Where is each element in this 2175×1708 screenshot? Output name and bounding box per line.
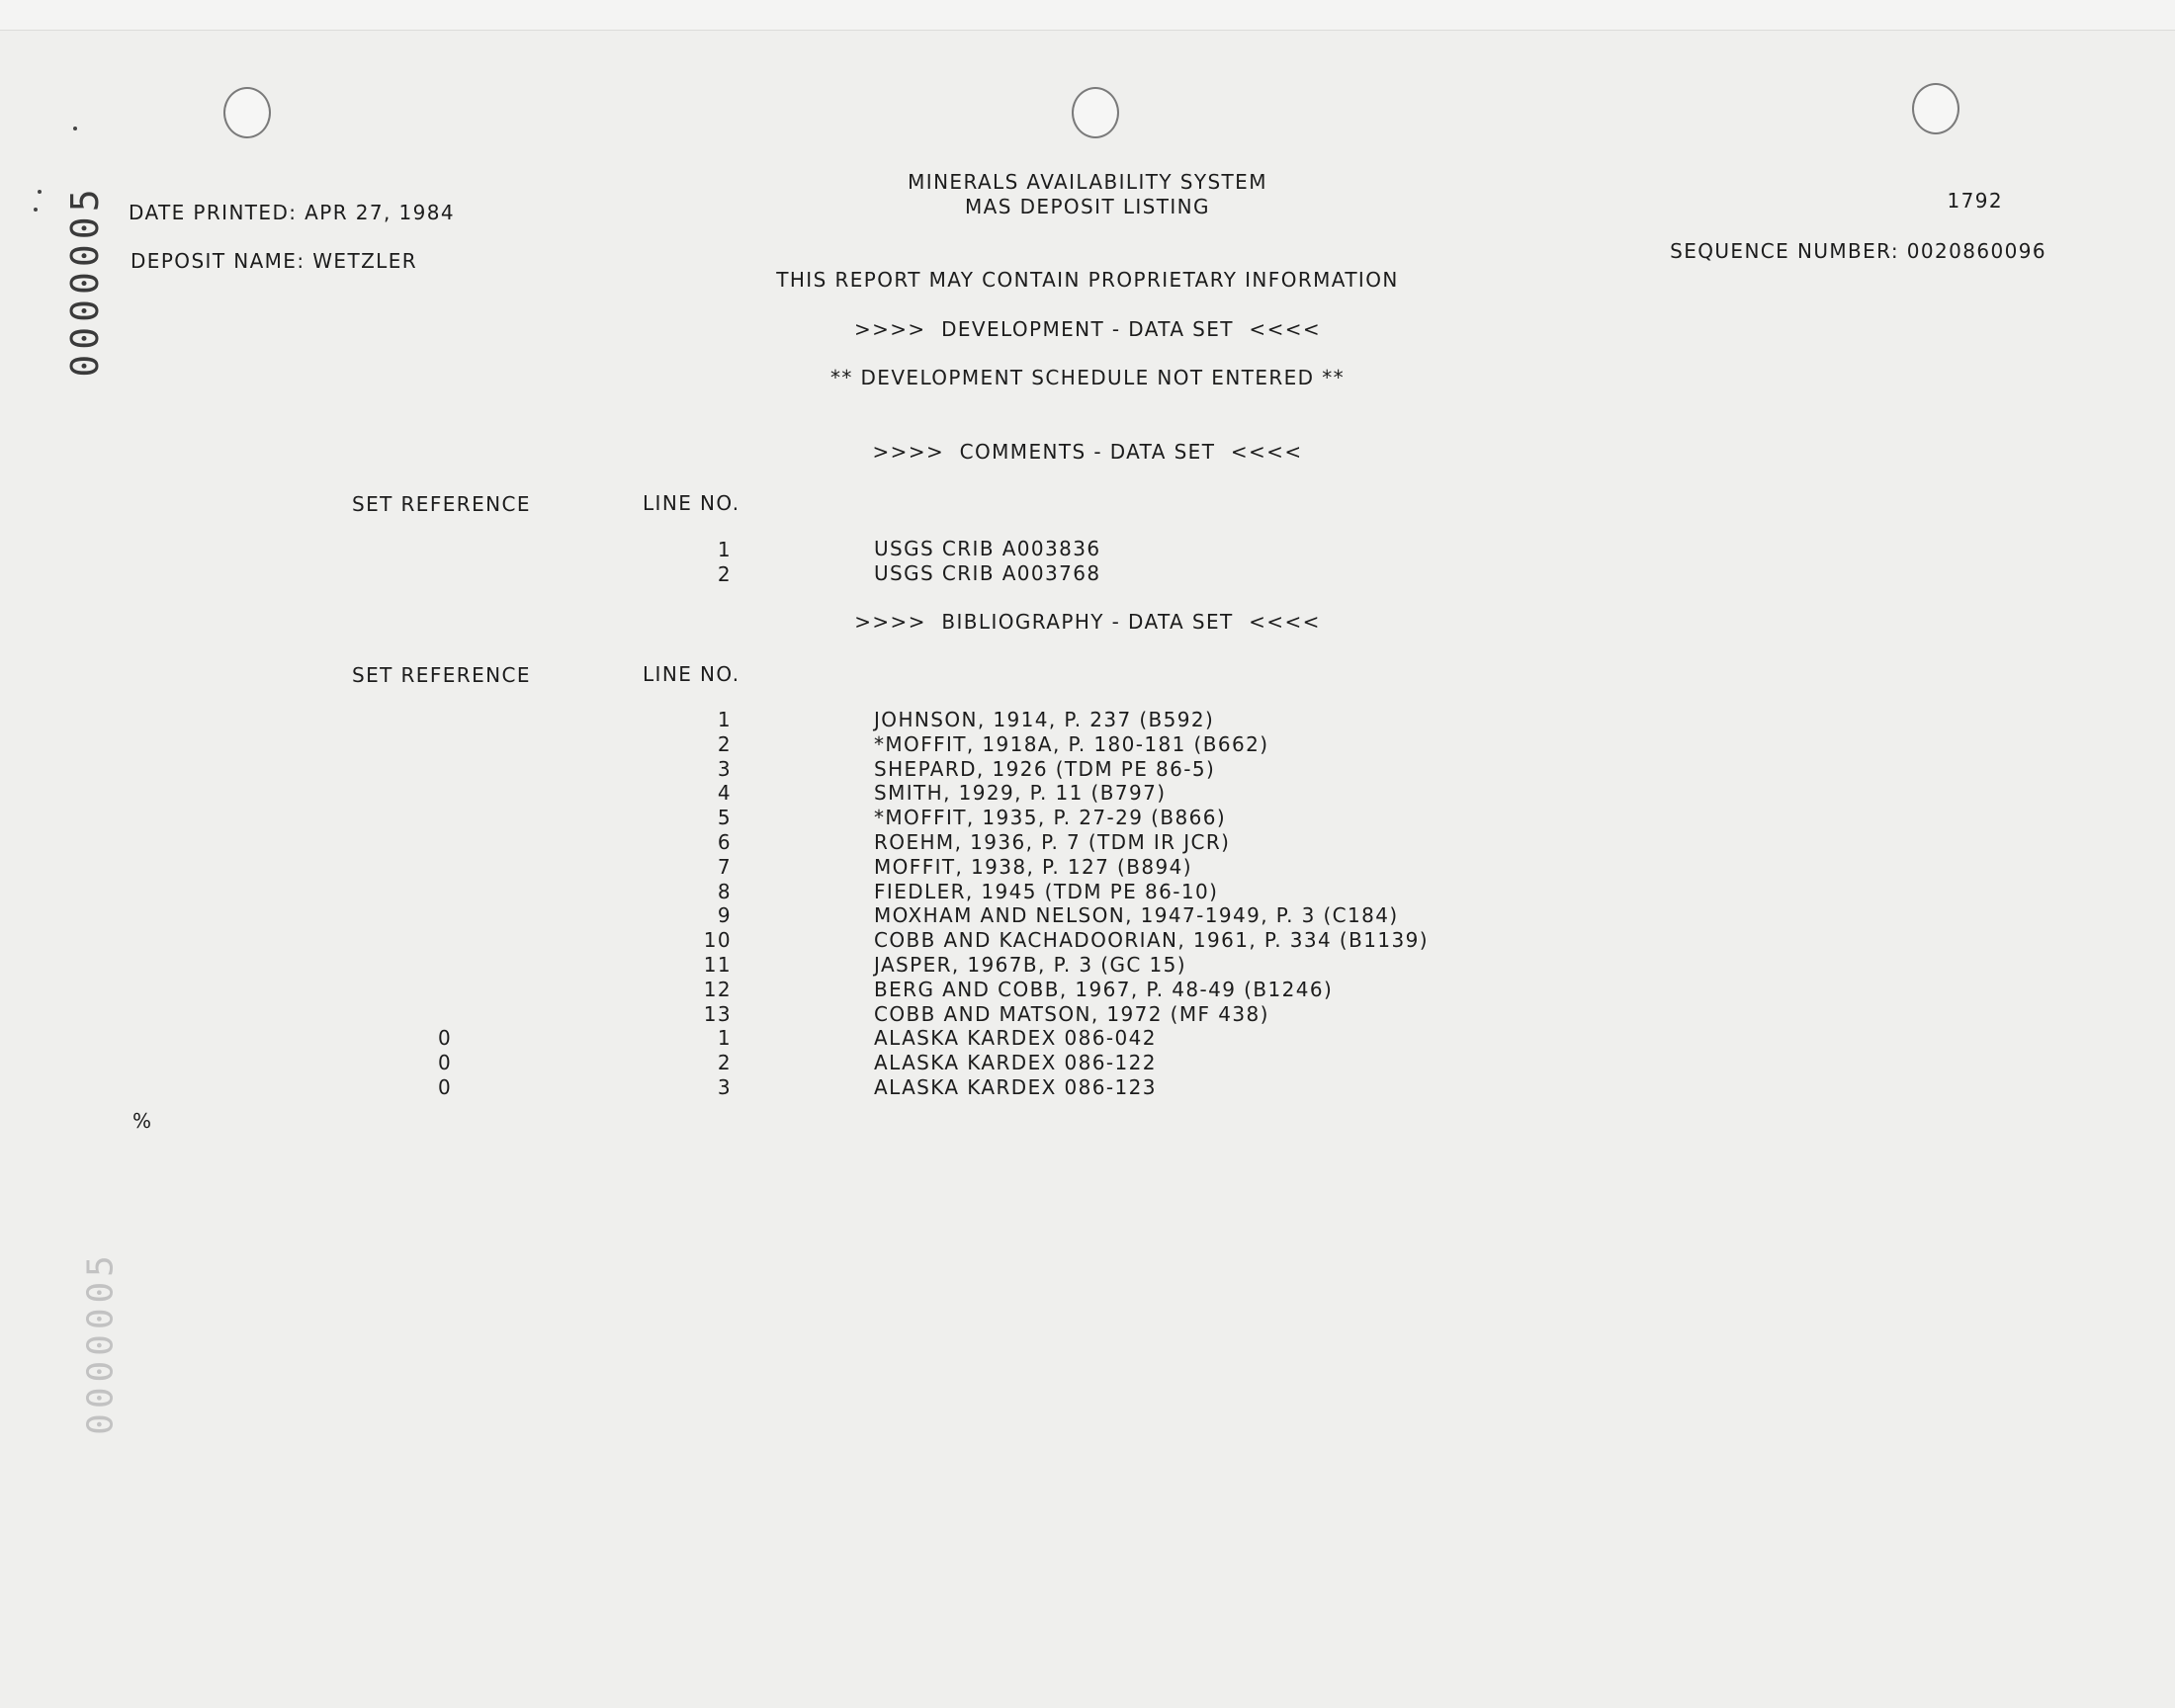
- bibliography-set-reference: 0: [437, 1075, 453, 1099]
- bibliography-reference-text: ALASKA KARDEX 086-042: [874, 1026, 1157, 1050]
- bibliography-row: [0, 953, 2175, 978]
- bibliography-row: [0, 880, 2175, 904]
- bibliography-row: [0, 928, 2175, 953]
- bibliography-line-number: 2: [717, 1051, 732, 1074]
- deposit-name: DEPOSIT NAME: WETZLER: [130, 249, 418, 273]
- bibliography-line-number: 7: [717, 855, 732, 879]
- bibliography-row: [0, 732, 2175, 757]
- bibliography-reference-text: SMITH, 1929, P. 11 (B797): [874, 781, 1167, 805]
- bibliography-row: [0, 806, 2175, 830]
- scan-top-edge: [0, 0, 2175, 31]
- bibliography-line-number: 5: [717, 806, 732, 829]
- bibliography-section-title: >>>> BIBLIOGRAPHY - DATA SET <<<<: [854, 610, 1321, 634]
- bibliography-reference-text: ROEHM, 1936, P. 7 (TDM IR JCR): [874, 830, 1231, 854]
- bibliography-row: [0, 1051, 2175, 1075]
- comment-text: USGS CRIB A003836: [874, 537, 1101, 560]
- bibliography-reference-text: BERG AND COBB, 1967, P. 48-49 (B1246): [874, 978, 1334, 1001]
- bibliography-reference-text: ALASKA KARDEX 086-123: [874, 1075, 1157, 1099]
- bibliography-reference-text: JOHNSON, 1914, P. 237 (B592): [874, 708, 1215, 731]
- scan-speck: [34, 208, 38, 212]
- sequence-number: SEQUENCE NUMBER: 0020860096: [1670, 239, 2046, 263]
- bibliography-row: [0, 757, 2175, 782]
- bibliography-row: [0, 978, 2175, 1002]
- bibliography-reference-text: MOXHAM AND NELSON, 1947-1949, P. 3 (C184): [874, 903, 1399, 927]
- bibliography-line-number: 1: [717, 1026, 732, 1050]
- scan-speck: [73, 127, 77, 130]
- bibliography-line-number: 11: [703, 953, 732, 977]
- bibliography-reference-text: *MOFFIT, 1918A, P. 180-181 (B662): [874, 732, 1269, 756]
- bibliography-set-reference: 0: [437, 1026, 453, 1050]
- bibliography-reference-text: SHEPARD, 1926 (TDM PE 86-5): [874, 757, 1216, 781]
- date-printed: DATE PRINTED: APR 27, 1984: [129, 201, 456, 224]
- bibliography-line-number: 3: [717, 1075, 732, 1099]
- comment-line-number: 1: [717, 538, 732, 561]
- microfilm-frame-code: 0000005: [63, 184, 107, 378]
- bibliography-col-set-reference: SET REFERENCE: [352, 663, 531, 687]
- comments-col-line-no: LINE NO.: [643, 491, 740, 515]
- bibliography-row: [0, 781, 2175, 806]
- bibliography-reference-text: *MOFFIT, 1935, P. 27-29 (B866): [874, 806, 1227, 829]
- footer-mark: %: [132, 1109, 153, 1133]
- bibliography-row: [0, 1026, 2175, 1051]
- bibliography-line-number: 2: [717, 732, 732, 756]
- bibliography-line-number: 10: [703, 928, 732, 952]
- bibliography-reference-text: FIEDLER, 1945 (TDM PE 86-10): [874, 880, 1219, 903]
- bibliography-line-number: 12: [703, 978, 732, 1001]
- punch-hole-right: [1912, 83, 1959, 134]
- bibliography-set-reference: 0: [437, 1051, 453, 1074]
- proprietary-notice: THIS REPORT MAY CONTAIN PROPRIETARY INFORMATION: [776, 268, 1399, 292]
- bibliography-line-number: 1: [717, 708, 732, 731]
- punch-hole-center: [1072, 87, 1119, 138]
- bibliography-line-number: 6: [717, 830, 732, 854]
- bibliography-line-number: 3: [717, 757, 732, 781]
- comment-text: USGS CRIB A003768: [874, 561, 1101, 585]
- system-title: MINERALS AVAILABILITY SYSTEM: [908, 170, 1267, 194]
- bibliography-line-number: 8: [717, 880, 732, 903]
- bibliography-line-number: 4: [717, 781, 732, 805]
- punch-hole-left: [223, 87, 271, 138]
- listing-title: MAS DEPOSIT LISTING: [965, 195, 1210, 218]
- scan-speck: [38, 190, 42, 194]
- bibliography-row: [0, 903, 2175, 928]
- bibliography-reference-text: ALASKA KARDEX 086-122: [874, 1051, 1157, 1074]
- page-number: 1792: [1947, 189, 2003, 213]
- bibliography-line-number: 13: [703, 1002, 732, 1026]
- bibliography-line-number: 9: [717, 903, 732, 927]
- bibliography-reference-text: JASPER, 1967B, P. 3 (GC 15): [874, 953, 1186, 977]
- bibliography-row: [0, 1075, 2175, 1100]
- bibliography-reference-text: COBB AND MATSON, 1972 (MF 438): [874, 1002, 1269, 1026]
- development-note: ** DEVELOPMENT SCHEDULE NOT ENTERED **: [829, 366, 1346, 389]
- bibliography-row: [0, 855, 2175, 880]
- bibliography-reference-text: COBB AND KACHADOORIAN, 1961, P. 334 (B1139): [874, 928, 1429, 952]
- bibliography-reference-text: MOFFIT, 1938, P. 127 (B894): [874, 855, 1192, 879]
- bibliography-col-line-no: LINE NO.: [643, 662, 740, 686]
- bibliography-row: [0, 830, 2175, 855]
- comments-section-title: >>>> COMMENTS - DATA SET <<<<: [872, 440, 1303, 464]
- comment-line-number: 2: [717, 562, 732, 586]
- microfilm-frame-code-bleed: 0000005: [80, 1250, 122, 1435]
- bibliography-row: [0, 1002, 2175, 1027]
- development-section-title: >>>> DEVELOPMENT - DATA SET <<<<: [853, 317, 1322, 341]
- comments-col-set-reference: SET REFERENCE: [352, 492, 531, 516]
- bibliography-row: [0, 708, 2175, 732]
